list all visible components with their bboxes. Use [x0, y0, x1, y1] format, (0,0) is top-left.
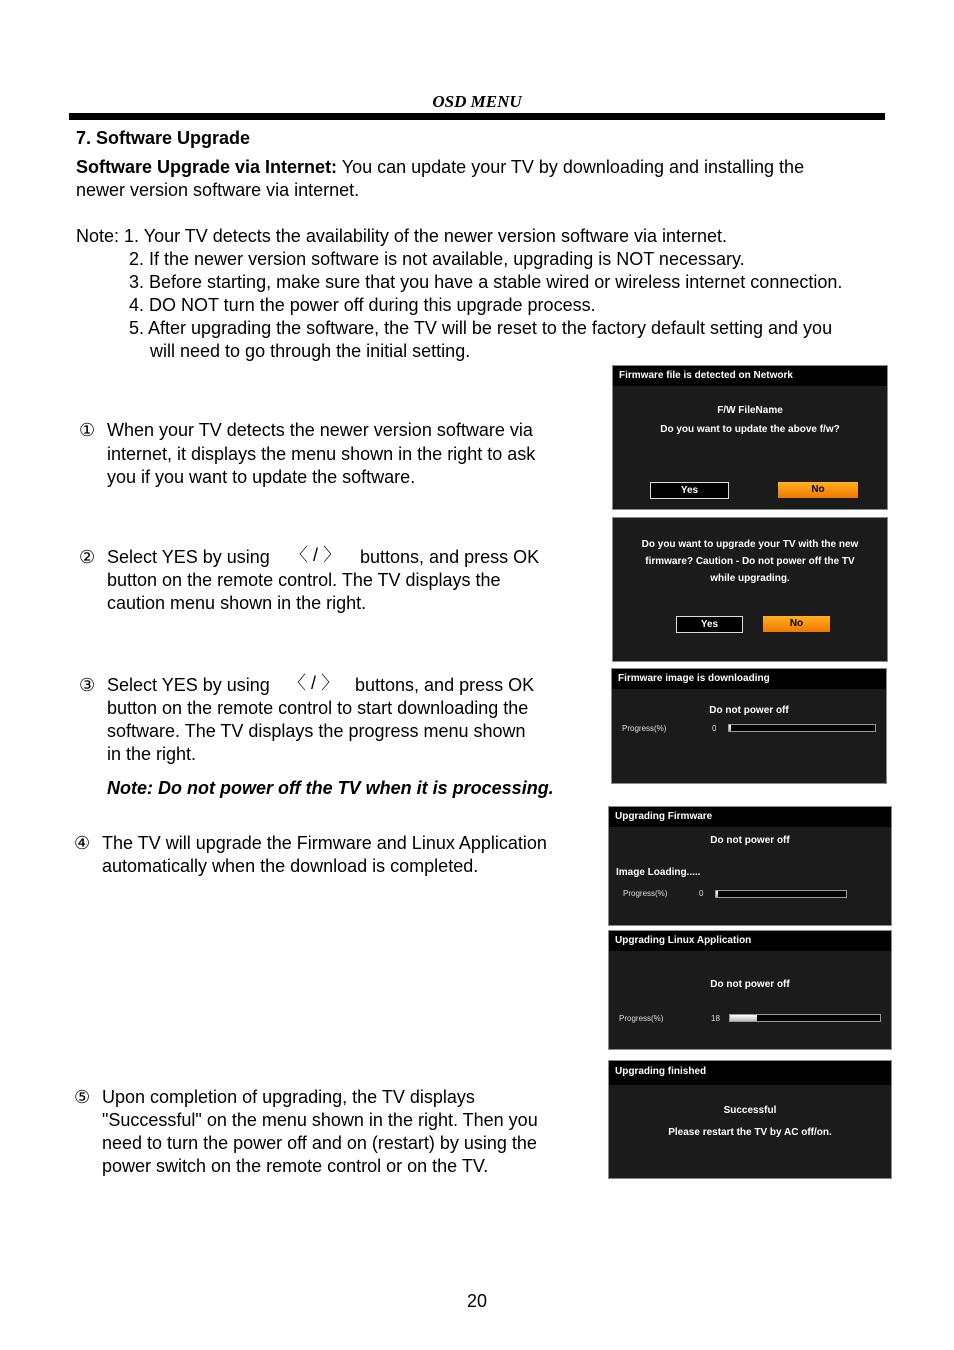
step-5-line-3: need to turn the power off and on (restart) by using the	[102, 1133, 537, 1153]
step-3-note: Note: Do not power off the TV when it is processing.	[107, 778, 554, 798]
no-button[interactable]: No	[763, 616, 830, 632]
note-item-5-cont: will need to go through the initial setting.	[150, 341, 471, 361]
step-3-post: buttons, and press OK	[355, 675, 535, 695]
step-4-line-2: automatically when the download is completed.	[102, 856, 479, 876]
step-1-line-1: When your TV detects the newer version software via	[107, 420, 533, 440]
progress-bar	[729, 1014, 881, 1022]
caution-line-1: Do you want to upgrade your TV with the new	[641, 539, 859, 550]
header-rule	[69, 113, 885, 120]
progress-label: Progress(%)	[623, 889, 668, 898]
screen-title: Firmware file is detected on Network	[613, 366, 887, 386]
step-3-line-1: button on the remote control to start downloading the	[107, 698, 529, 718]
step-1-line-2: internet, it displays the menu shown in the right to ask	[107, 444, 536, 464]
screen-upgrading-firmware	[608, 806, 892, 926]
screen-title: Upgrading finished	[609, 1061, 891, 1085]
fw-filename: F/W FileName	[717, 405, 783, 416]
step-3-number: ③	[79, 675, 96, 695]
progress-bar-fill	[716, 891, 718, 897]
yes-button[interactable]: Yes	[676, 616, 743, 633]
step-5-line-4: power switch on the remote control or on the TV.	[102, 1156, 489, 1176]
intro-rest: You can update your TV by downloading and installing the	[337, 157, 805, 177]
page-number: 20	[466, 1291, 488, 1311]
step-5-line-2: "Successful" on the menu shown in the right. Then you	[102, 1110, 538, 1130]
step-3-line-3: in the right.	[107, 744, 197, 764]
left-right-arrows-icon: 〈 / 〉	[288, 673, 340, 693]
yes-button[interactable]: Yes	[650, 482, 729, 499]
step-2-line-1: button on the remote control. The TV displays the	[107, 570, 501, 590]
screen-firmware-detected	[612, 365, 888, 510]
intro-bold: Software Upgrade via Internet:	[76, 157, 338, 177]
step-2-pre: Select YES by using	[107, 547, 270, 567]
page-header-title: OSD MENU	[432, 92, 522, 111]
caution-line-3: while upgrading.	[710, 573, 790, 584]
section-heading: 7. Software Upgrade	[76, 128, 251, 148]
progress-bar	[728, 724, 876, 732]
note-item-3: 3. Before starting, make sure that you have a stable wired or wireless internet connection.	[129, 272, 843, 292]
screen-caution	[612, 517, 888, 662]
progress-value: 18	[711, 1014, 720, 1023]
step-3-pre: Select YES by using	[107, 675, 270, 695]
note-item-5: 5. After upgrading the software, the TV will be reset to the factory default setting and you	[129, 318, 833, 338]
update-question: Do you want to update the above f/w?	[660, 424, 840, 435]
successful-text: Successful	[723, 1105, 777, 1116]
screen-downloading	[611, 668, 887, 784]
screen-title: Firmware image is downloading	[612, 669, 886, 689]
progress-bar	[715, 890, 847, 898]
note-item-1: Note: 1. Your TV detects the availability of the newer version software via internet.	[76, 226, 728, 246]
progress-bar-fill	[729, 725, 731, 731]
screen-title: Upgrading Firmware	[609, 807, 891, 827]
do-not-power-off-warning: Do not power off	[709, 705, 789, 716]
left-right-arrows-icon: 〈 / 〉	[290, 545, 342, 565]
screen-upgrade-finished	[608, 1060, 892, 1179]
step-2-post: buttons, and press OK	[360, 547, 540, 567]
note-item-2: 2. If the newer version software is not available, upgrading is NOT necessary.	[129, 249, 745, 269]
caution-line-2: firmware? Caution - Do not power off the TV	[645, 556, 855, 567]
step-4-line-1: The TV will upgrade the Firmware and Linux Application	[102, 833, 547, 853]
step-5-line-1: Upon completion of upgrading, the TV displays	[102, 1087, 475, 1107]
progress-label: Progress(%)	[622, 724, 667, 733]
intro-line-1	[76, 156, 804, 179]
step-1-number: ①	[79, 420, 96, 440]
step-2-line-2: caution menu shown in the right.	[107, 593, 367, 613]
step-2-number: ②	[79, 547, 96, 567]
restart-instruction: Please restart the TV by AC off/on.	[668, 1127, 832, 1138]
note-item-4: 4. DO NOT turn the power off during this upgrade process.	[129, 295, 596, 315]
no-button[interactable]: No	[778, 482, 858, 498]
progress-value: 0	[712, 724, 717, 733]
step-4-number: ④	[74, 833, 91, 853]
step-1-line-3: you if you want to update the software.	[107, 467, 416, 487]
do-not-power-off-warning: Do not power off	[710, 835, 790, 846]
intro-line-2: newer version software via internet.	[76, 180, 360, 200]
progress-value: 0	[699, 889, 704, 898]
screen-title: Upgrading Linux Application	[609, 931, 891, 951]
progress-label: Progress(%)	[619, 1014, 664, 1023]
screen-upgrading-linux	[608, 930, 892, 1050]
do-not-power-off-warning: Do not power off	[710, 979, 790, 990]
image-loading-text: Image Loading.....	[616, 867, 701, 878]
progress-bar-fill	[730, 1015, 757, 1021]
step-5-number: ⑤	[74, 1087, 91, 1107]
step-3-line-2: software. The TV displays the progress menu shown	[107, 721, 526, 741]
